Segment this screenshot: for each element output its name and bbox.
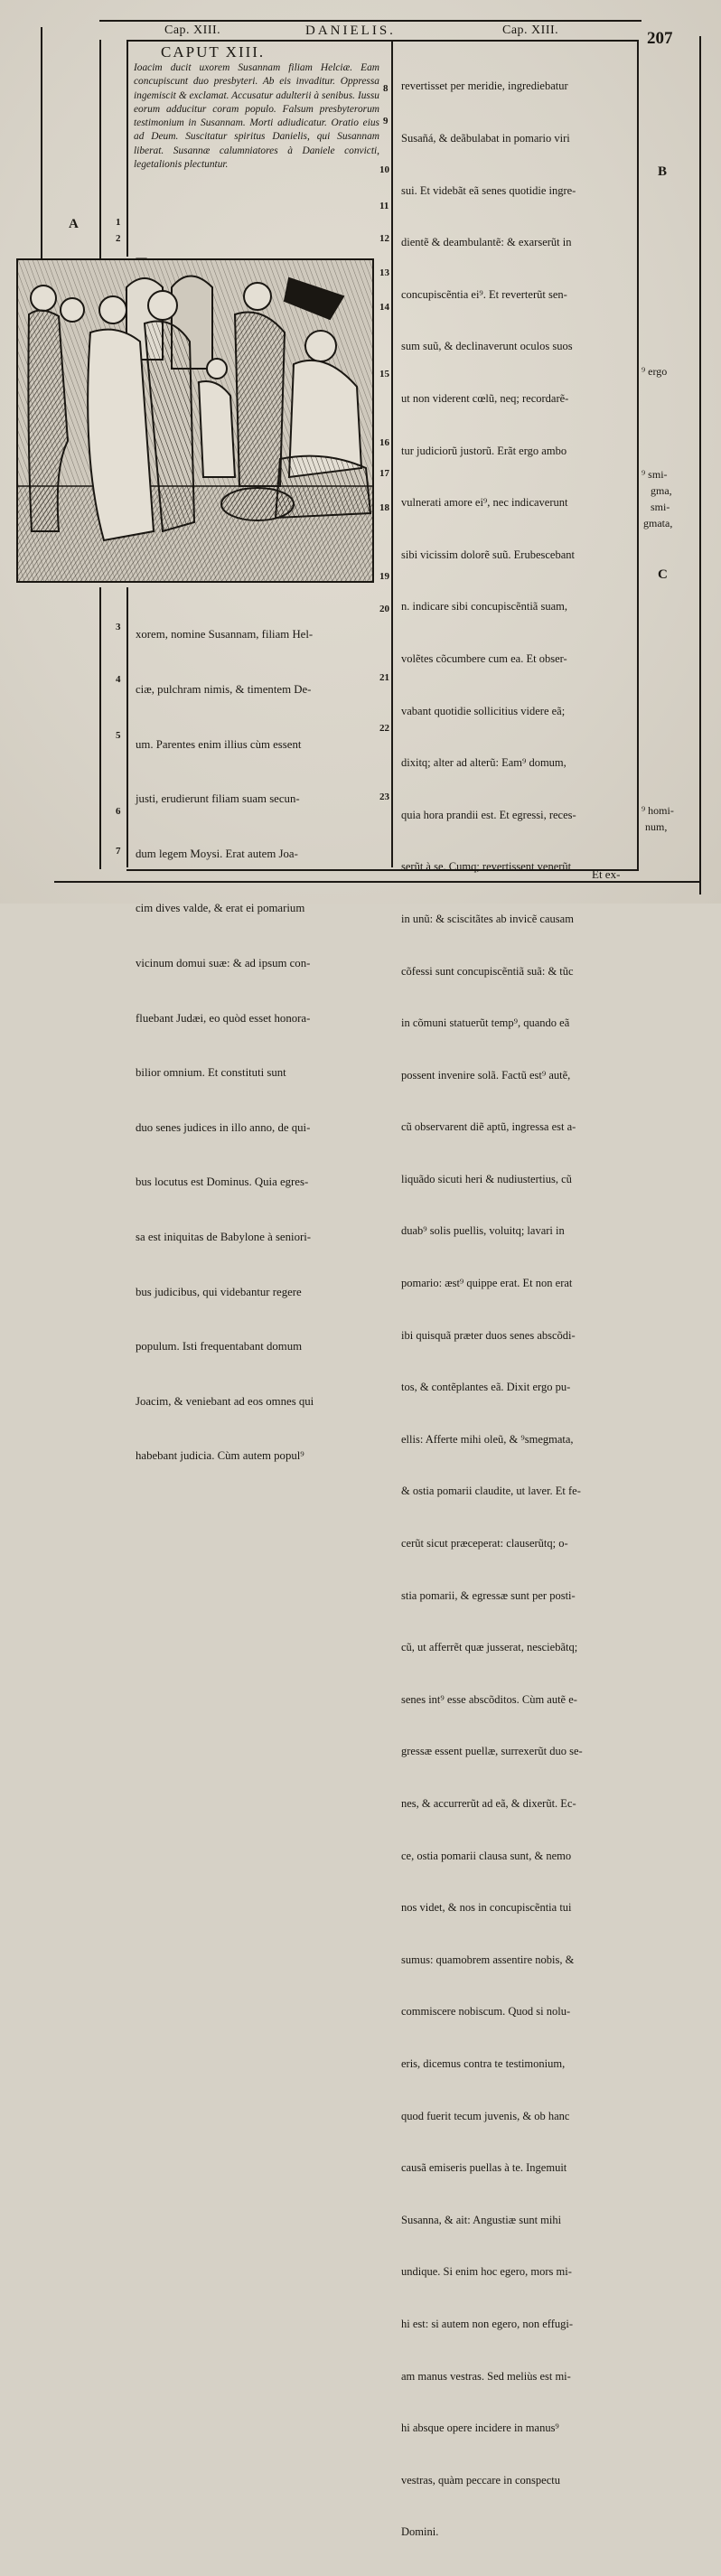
verse-number: 17 [379,468,389,479]
text-line: dientẽ & deambulantẽ: & exarserũt in [401,236,572,249]
text-line: senes int⁹ esse abscõditos. Cùm autẽ e- [401,1692,577,1706]
margin-note: gmata, [643,517,673,529]
verse-number: 2 [116,233,121,244]
text-line: hi est: si autem non egero, non effugi- [401,2317,574,2330]
chapter-title: CAPUT XIII. [161,43,266,61]
text-line: revertisset per meridie, ingrediebatur [401,80,568,93]
text-line: Joacim, & veniebant ad eos omnes qui [136,1394,314,1408]
text-left-lower-rule [126,587,128,867]
text-line: quia hora prandii est. Et egressi, reces- [401,808,576,821]
text-line: vulnerati amore ei⁹, nec indicaverunt [401,496,568,510]
text-line: possent invenire solã. Factũ est⁹ autẽ, [401,1068,571,1082]
text-line: cũ observarent diẽ aptũ, ingressa est a- [401,1120,576,1134]
text-line: sumus: quamobrem assentire nobis, & [401,1953,575,1966]
text-line: sum suũ, & declinaverunt oculos suos [401,340,573,353]
text-line: commiscere nobiscum. Quod si nolu- [401,2005,571,2019]
text-line: um. Parentes enim illius cùm essent [136,737,302,751]
text-line: quod fuerit tecum juvenis, & ob hanc [401,2109,570,2122]
verse-number: 7 [116,846,121,857]
text-line: bilior omnium. Et constituti sunt [136,1066,286,1080]
text-line: ut non viderent cœlũ, neq; recordarẽ- [401,391,569,405]
text-line: & ostia pomarii claudite, ut laver. Et fe- [401,1485,581,1498]
left-lower-rule [99,587,101,869]
susanna-elders-woodcut [18,260,372,581]
text-line: gressæ essent puellæ, surrexerũt duo se- [401,1745,583,1758]
text-line: sui. Et videbãt eã senes quotidie ingre- [401,183,576,197]
outer-right-rule [699,36,701,895]
text-line: causã emiseris puellas à te. Ingemuit [401,2161,567,2175]
text-line: stia pomarii, & egressæ sunt per posti- [401,1588,576,1602]
text-line: n. indicare sibi concupiscẽntiã suam, [401,600,567,614]
text-line: sibi vicissim dolorẽ suũ. Erubescebant [401,548,575,561]
text-line: Susanna, & ait: Angustiæ sunt mihi [401,2213,562,2226]
header-center: DANIELIS. [305,23,396,38]
text-line: ce, ostia pomarii clausa sunt, & nemo [401,1849,572,1862]
verse-number: 21 [379,672,389,683]
text-line: in unũ: & sciscitãtes ab invicẽ causam [401,912,574,925]
margin-note: ⁹ smi- [641,468,668,481]
margin-letter: C [658,567,668,582]
text-line: eris, dicemus contra te testimonium, [401,2056,566,2070]
left-column-bottom [136,589,314,1502]
text-line: cõfessi sunt concupiscẽntiã suã: & tũc [401,964,574,978]
top-rule [99,20,641,22]
text-line: in cõmuni statuerũt temp⁹, quando eã [401,1016,570,1030]
verse-number: 5 [116,730,121,741]
text-line: hi absque opere incidere in manus⁹ [401,2421,559,2435]
text-line: dum legem Moysi. Erat autem Joa- [136,847,298,860]
woodcut-illustration [16,258,374,583]
text-line: nes, & accurrerũt ad eã, & dixerũt. Ec- [401,1797,576,1810]
text-line: am manus vestras. Sed meliùs est mi- [401,2369,571,2383]
text-line: vabant quotidie sollicitius videre eã; [401,704,566,717]
text-line: vestras, quàm peccare in conspectu [401,2473,560,2487]
text-line: Domini. [401,2525,439,2539]
right-column [401,43,583,2576]
text-line: sa est iniquitas de Babylone à seniori- [136,1230,312,1243]
center-rule [391,40,393,867]
text-line: nos videt, & nos in concupiscẽntia tui [401,1901,572,1915]
text-line: tos, & contẽplantes eã. Dixit ergo pu- [401,1381,571,1394]
verse-number: 4 [116,674,121,685]
text-line: cerũt sicut præceperat: clauserũtq; o- [401,1537,568,1550]
verse-number: 22 [379,723,389,734]
text-line: vicinum domui suæ: & ad ipsum con- [136,956,311,970]
text-line: ibi quisquã præter duos senes abscõdi- [401,1328,576,1342]
text-line: bus judicibus, qui videbantur regere [136,1285,302,1298]
text-line: Susañá, & deãbulabat in pomario viri [401,132,570,145]
header-rule [126,40,638,42]
text-line: ellis: Afferte mihi oleũ, & ⁹smegmata, [401,1432,574,1446]
left-inner-rule [99,40,101,262]
verse-number: 18 [379,502,389,513]
chapter-summary: Ioacim ducit uxorem Susannam filiam Helciæ. Eam concupiscunt duo presbyteri. Ab eis invaditur. Oppressa ingemiscit & exclamat. Accusatur adulterii à senibus. Iussu eorum adducitur coram populo. Falsum presbyterorum testimonium in Susannam. Morti adiudicatur. Oratio eius ad Deum. Suscitatur spiritus Danielis, qui Susannam liberat. Susannæ calumniatores à Daniele convicti, legetalionis plectuntur. [134,62,379,171]
verse-number: 10 [379,164,389,175]
verse-number: 11 [379,201,389,211]
verse-number: 6 [116,806,121,817]
left-outer-rule [41,27,42,262]
verse-number: 8 [383,83,389,94]
text-line: volẽtes cõcumbere cum ea. Et obser- [401,651,567,665]
verse-number: 13 [379,267,389,278]
text-line: undique. Si enim hoc egero, mors mi- [401,2265,572,2279]
text-line: bus locutus est Dominus. Quia egres- [136,1176,309,1189]
text-line: cũ, ut afferrẽt quæ jusserat, nesciebãtq; [401,1641,578,1654]
text-line: xorem, nomine Susannam, filiam Hel- [136,628,314,642]
margin-note: ⁹ ergo [641,365,668,378]
text-line: serũt à se. Cumq; revertissent venerũt [401,860,572,874]
catchword: Et ex- [592,867,621,881]
text-line: tur judiciorũ justorũ. Erãt ergo ambo [401,444,567,457]
text-left-rule [126,40,128,257]
text-line: ciæ, pulchram nimis, & timentem De- [136,683,312,696]
margin-note: gma, [651,484,672,497]
text-line: justi, erudierunt filiam suam secun- [136,792,300,806]
verse-number: 14 [379,302,389,313]
margin-note: num, [645,820,668,833]
right-rule [637,40,639,871]
text-line: duo senes judices in illo anno, de qui- [136,1120,311,1134]
margin-note: ⁹ homi- [641,804,674,817]
text-line: habebant judicia. Cùm autem popul⁹ [136,1449,304,1463]
page-number: 207 [647,29,673,48]
text-line: liquãdo sicuti heri & nudiustertius, cũ [401,1172,572,1185]
verse-number: 19 [379,571,389,582]
text-line: populum. Isti frequentabant domum [136,1340,303,1354]
text-line: cim dives valde, & erat ei pomarium [136,902,305,915]
verse-number: 12 [379,233,389,244]
header-left: Cap. XIII. [164,23,221,37]
verse-number: 1 [116,217,121,228]
verse-number: 23 [379,792,389,802]
text-line: duab⁹ solis puellis, voluitq; lavari in [401,1224,565,1238]
margin-note: smi- [651,501,670,513]
verse-number: 3 [116,622,121,632]
header-right: Cap. XIII. [502,23,559,37]
text-line: pomario: æst⁹ quippe erat. Et non erat [401,1277,573,1290]
margin-letter: B [658,164,668,179]
verse-number: 16 [379,437,389,448]
text-line: fluebant Judæi, eo quòd esset honora- [136,1011,311,1025]
margin-letter: A [69,217,79,231]
text-line: concupiscẽntia ei⁹. Et reverterũt sen- [401,287,567,301]
verse-number: 9 [383,116,389,126]
verse-number: 15 [379,369,389,379]
verse-number: 20 [379,604,389,614]
text-line: dixitq; alter ad alterũ: Eam⁹ domum, [401,756,566,770]
